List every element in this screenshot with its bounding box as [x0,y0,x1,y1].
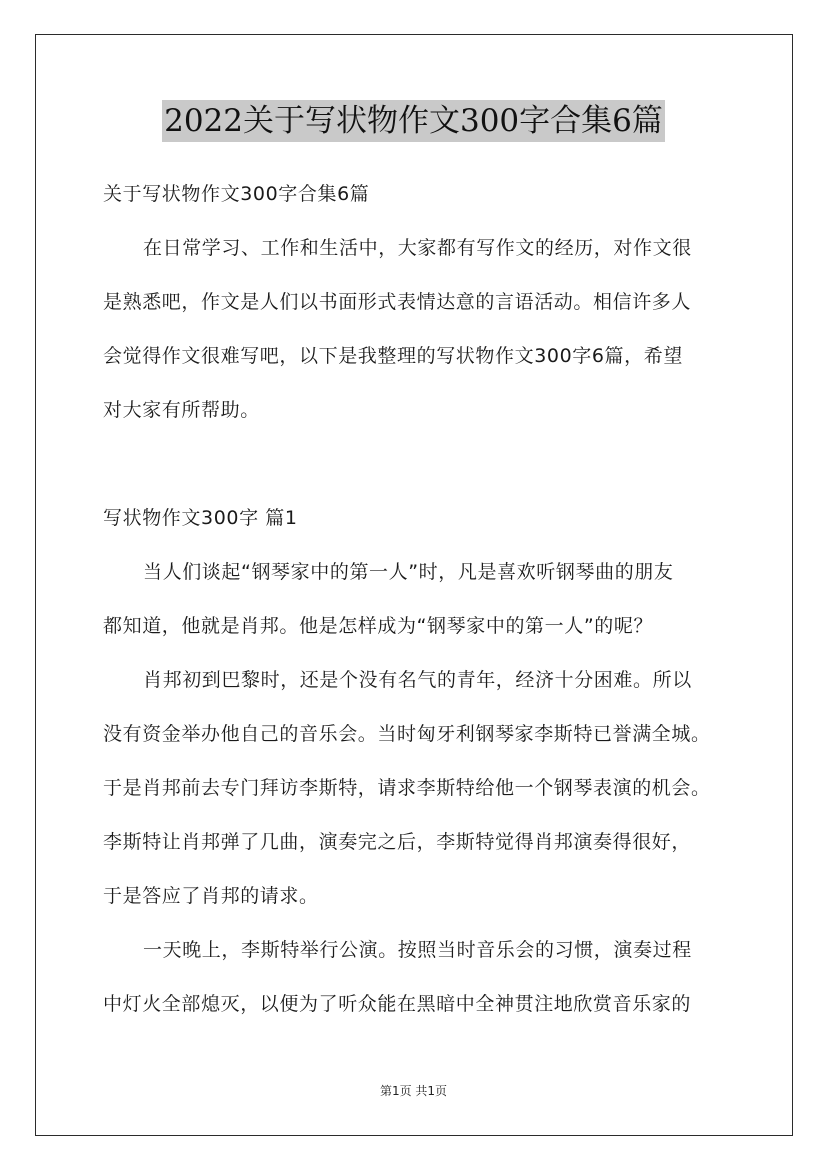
intro-line: 是熟悉吧，作文是人们以书面形式表情达意的言语活动。相信许多人 [103,291,692,313]
document-title: 2022关于写状物作文300字合集6篇 [162,100,665,142]
page-footer: 第1页 共1页 [379,1084,448,1098]
section-heading: 写状物作文300字 篇1 [103,507,298,529]
paragraph-line: 李斯特让肖邦弹了几曲，演奏完之后，李斯特觉得肖邦演奏得很好， [103,831,692,853]
paragraph-line: 当人们谈起“钢琴家中的第一人”时，凡是喜欢听钢琴曲的朋友 [143,561,674,583]
document-subtitle: 关于写状物作文300字合集6篇 [103,183,370,205]
paragraph-line: 于是答应了肖邦的请求。 [103,885,319,907]
paragraph-line: 没有资金举办他自己的音乐会。当时匈牙利钢琴家李斯特已誉满全城。 [103,723,711,745]
paragraph-line: 一天晚上，李斯特举行公演。按照当时音乐会的习惯，演奏过程 [143,939,692,961]
paragraph-line: 都知道，他就是肖邦。他是怎样成为“钢琴家中的第一人”的呢？ [103,615,654,637]
paragraph-line: 肖邦初到巴黎时，还是个没有名气的青年，经济十分困难。所以 [143,669,692,691]
title-container [0,100,827,142]
paragraph-line: 于是肖邦前去专门拜访李斯特，请求李斯特给他一个钢琴表演的机会。 [103,777,711,799]
paragraph-line: 中灯火全部熄灭，以便为了听众能在黑暗中全神贯注地欣赏音乐家的 [103,993,692,1015]
intro-line: 在日常学习、工作和生活中，大家都有写作文的经历，对作文很 [143,237,692,259]
intro-line: 会觉得作文很难写吧，以下是我整理的写状物作文300字6篇，希望 [103,345,683,367]
intro-line: 对大家有所帮助。 [103,399,260,421]
